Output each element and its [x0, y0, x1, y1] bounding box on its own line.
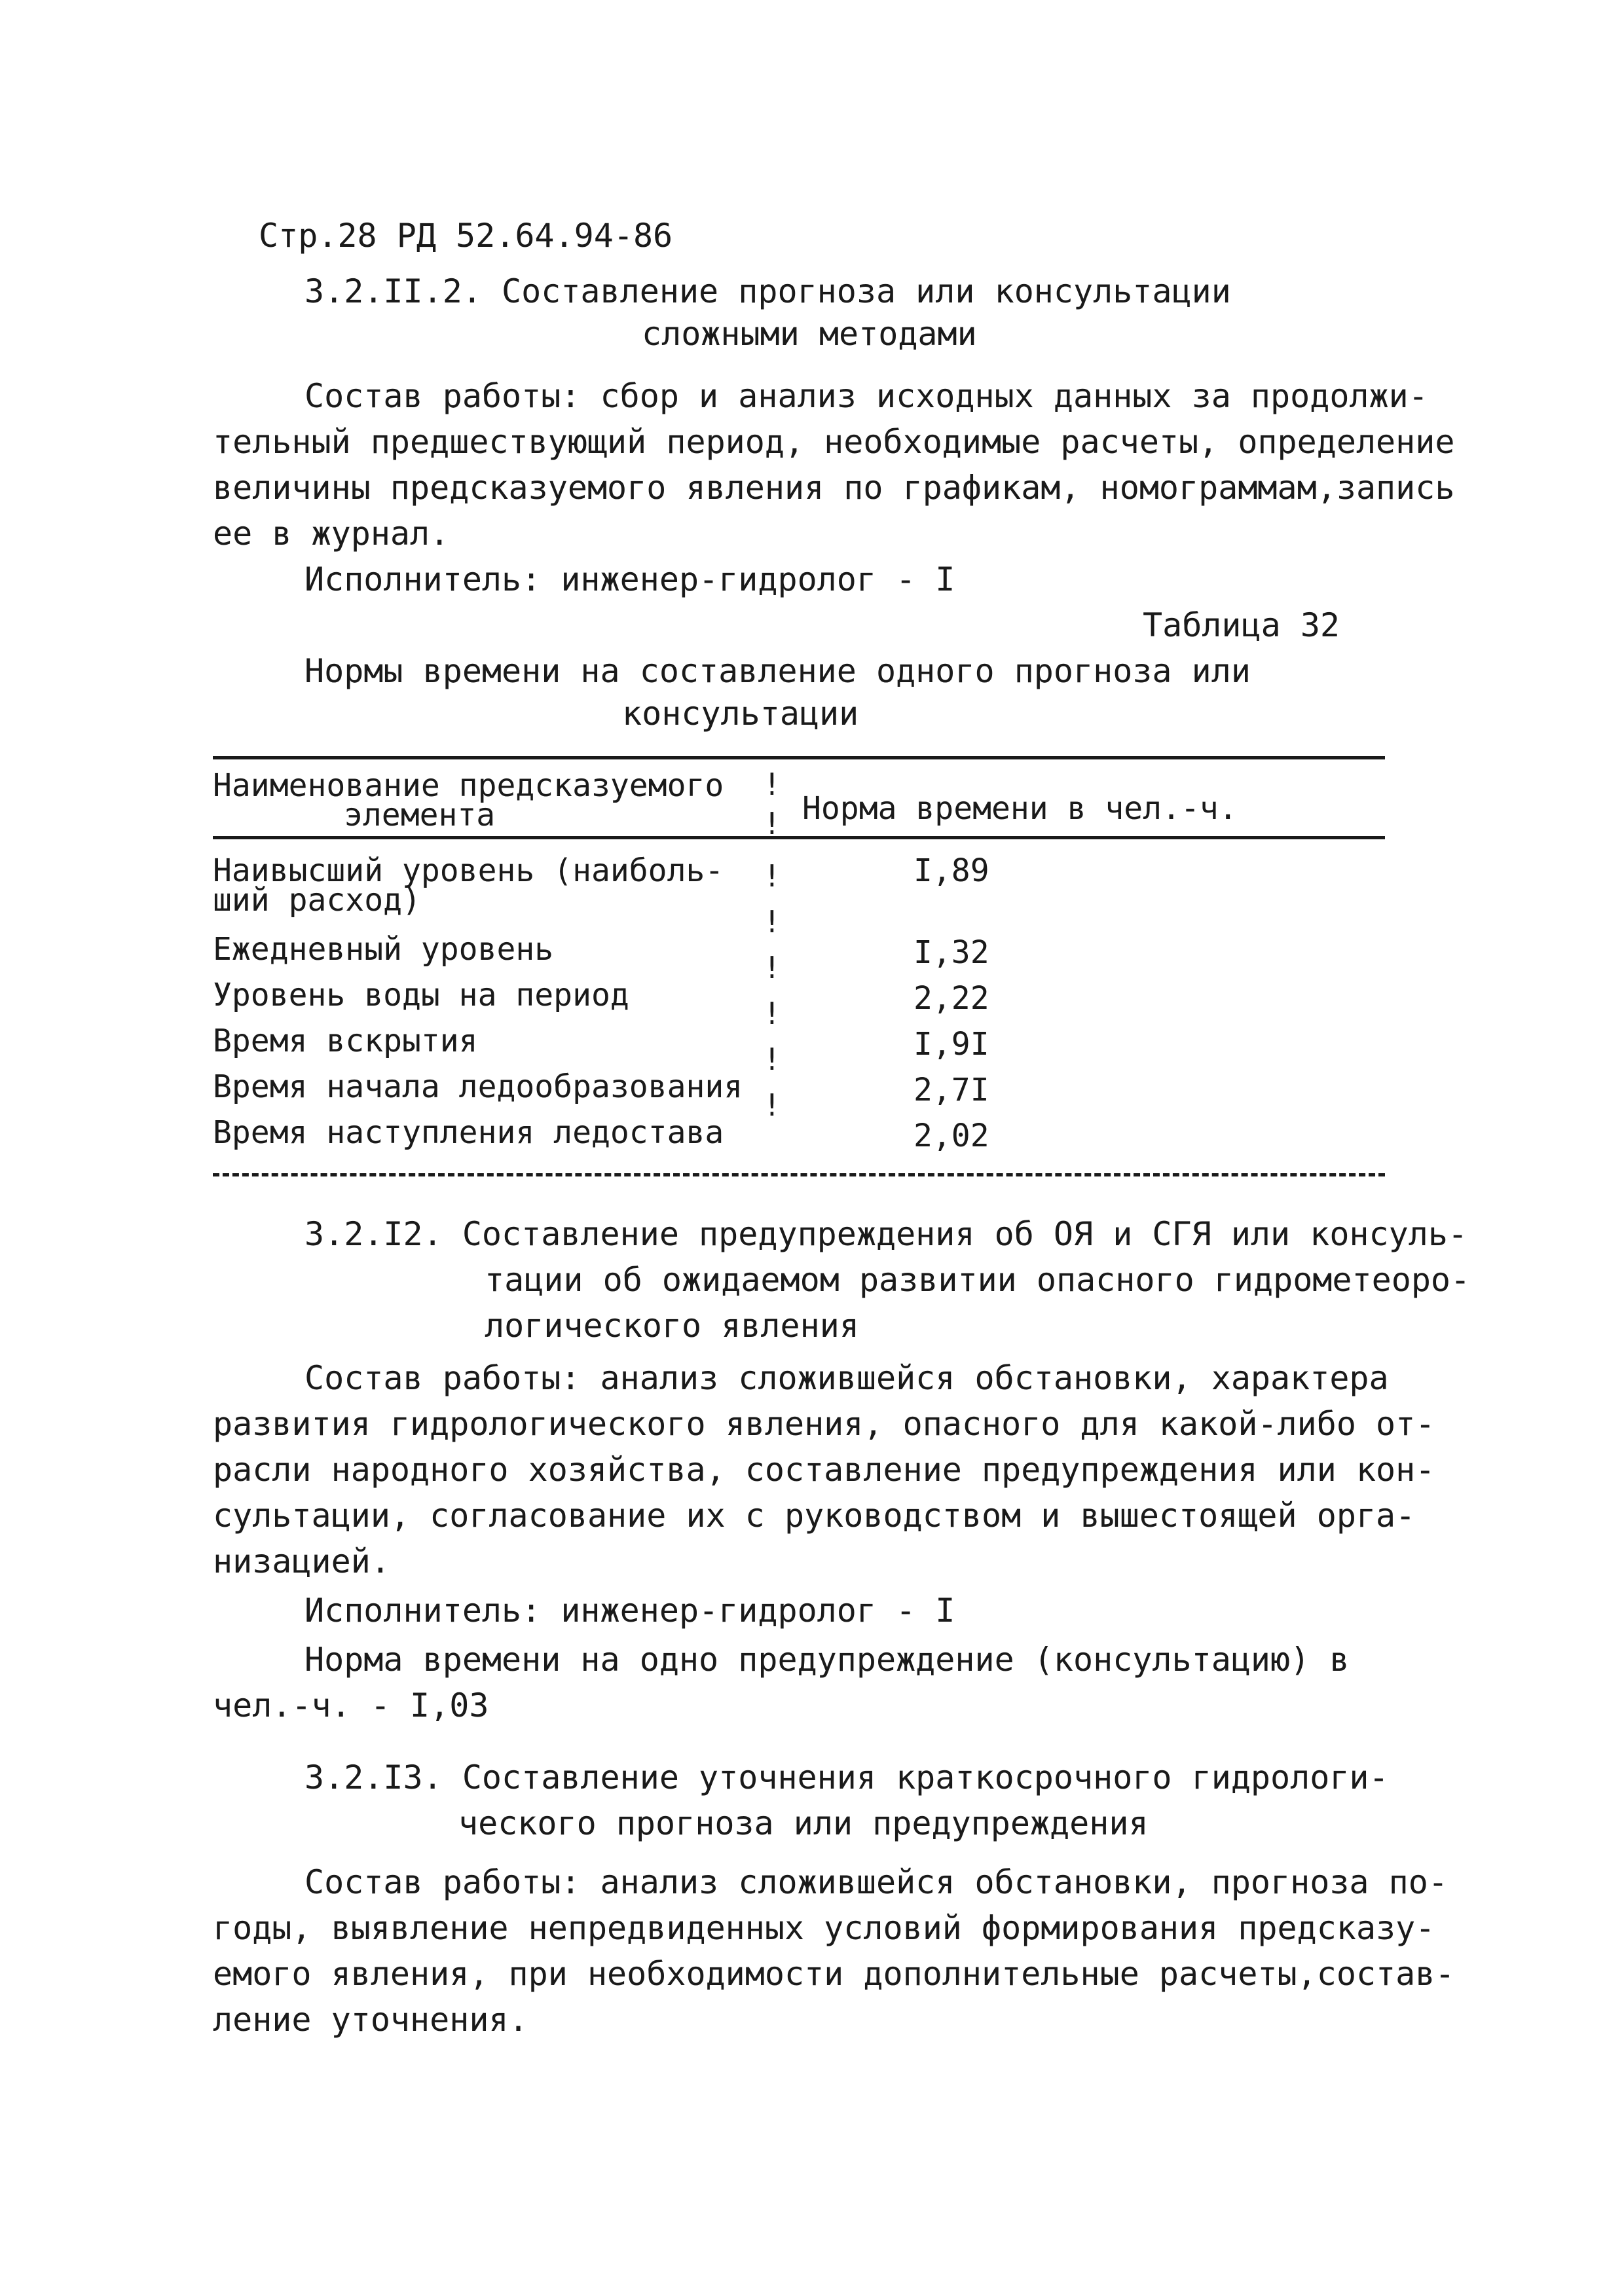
table-caption-continuation: консультации — [622, 695, 859, 733]
composition-line: низацией. — [213, 1542, 390, 1580]
executor: Исполнитель: инженер-гидролог - I — [304, 1592, 955, 1630]
section-title: 3.2.II.2. Составление прогноза или консультации — [304, 272, 1231, 310]
row-name: Ежедневный уровень — [213, 931, 554, 968]
row-name: Время вскрытия — [213, 1023, 478, 1059]
header-rule — [213, 836, 1385, 839]
row-value: I,9I — [913, 1026, 989, 1063]
table-top-rule — [213, 756, 1385, 759]
composition-line: расли народного хозяйства, составление предупреждения или кон- — [213, 1451, 1435, 1489]
column-separator: ! — [763, 1042, 781, 1077]
row-name-continuation: ший расход) — [213, 882, 421, 919]
composition-line: сультации, согласование их с руководством и вышестоящей орга- — [213, 1497, 1416, 1535]
composition-line: Состав работы: анализ сложившейся обстановки, прогноза по- — [304, 1863, 1448, 1901]
column-header-norm: Норма времени в чел.-ч. — [802, 790, 1238, 827]
section-title-continuation: ческого прогноза или предупреждения — [458, 1804, 1149, 1842]
row-value: I,32 — [913, 934, 989, 971]
table-caption: Нормы времени на составление одного прогноза или — [304, 652, 1251, 690]
row-value: 2,22 — [913, 980, 989, 1017]
row-name: Наивысший уровень (наиболь- — [213, 852, 724, 889]
section-title-continuation: тации об ожидаемом развитии опасного гидрометеоро- — [485, 1261, 1471, 1299]
column-separator: ! — [763, 806, 781, 841]
column-header-name-continuation: элемента — [344, 797, 496, 833]
column-separator: ! — [763, 767, 781, 802]
composition-line: годы, выявление непредвиденных условий формирования предсказу- — [213, 1909, 1435, 1947]
composition-line: ление уточнения. — [213, 2001, 528, 2039]
row-value: 2,02 — [913, 1118, 989, 1154]
section-title: 3.2.I3. Составление уточнения краткосрочного гидрологи- — [304, 1758, 1389, 1796]
composition-line: тельный предшествующий период, необходимые расчеты, определение — [213, 423, 1455, 461]
section-title-continuation: сложными методами — [642, 315, 977, 353]
column-separator: ! — [763, 996, 781, 1031]
composition-line: величины предсказуемого явления по графикам, номограммам,запись — [213, 469, 1455, 507]
section-title-continuation: логического явления — [485, 1307, 859, 1345]
column-header-name: Наименование предсказуемого — [213, 767, 724, 804]
row-value: I,89 — [913, 852, 989, 889]
time-norm-continuation: чел.-ч. - I,03 — [213, 1686, 489, 1724]
time-norm: Норма времени на одно предупреждение (консультацию) в — [304, 1641, 1350, 1679]
column-separator: ! — [763, 904, 781, 939]
row-name: Уровень воды на период — [213, 977, 629, 1013]
row-name: Время наступления ледостава — [213, 1114, 724, 1151]
column-separator: ! — [763, 950, 781, 985]
composition-line: ее в журнал. — [213, 515, 450, 553]
column-separator: ! — [763, 858, 781, 894]
executor: Исполнитель: инженер-гидролог - I — [304, 560, 955, 598]
composition-line: Состав работы: анализ сложившейся обстановки, характера — [304, 1359, 1389, 1397]
composition-line: емого явления, при необходимости дополнительные расчеты,состав- — [213, 1955, 1455, 1993]
composition-line: Состав работы: сбор и анализ исходных данных за продолжи- — [304, 377, 1428, 415]
table-label: Таблица 32 — [1143, 606, 1340, 644]
row-value: 2,7I — [913, 1072, 989, 1108]
composition-line: развития гидрологического явления, опасного для какой-либо от- — [213, 1405, 1435, 1443]
section-title: 3.2.I2. Составление предупреждения об ОЯ и СГЯ или консуль- — [304, 1215, 1468, 1253]
page-header: Стр.28 РД 52.64.94-86 — [259, 217, 673, 255]
row-name: Время начала ледообразования — [213, 1068, 743, 1105]
table-bottom-rule — [213, 1173, 1385, 1176]
column-separator: ! — [763, 1087, 781, 1123]
